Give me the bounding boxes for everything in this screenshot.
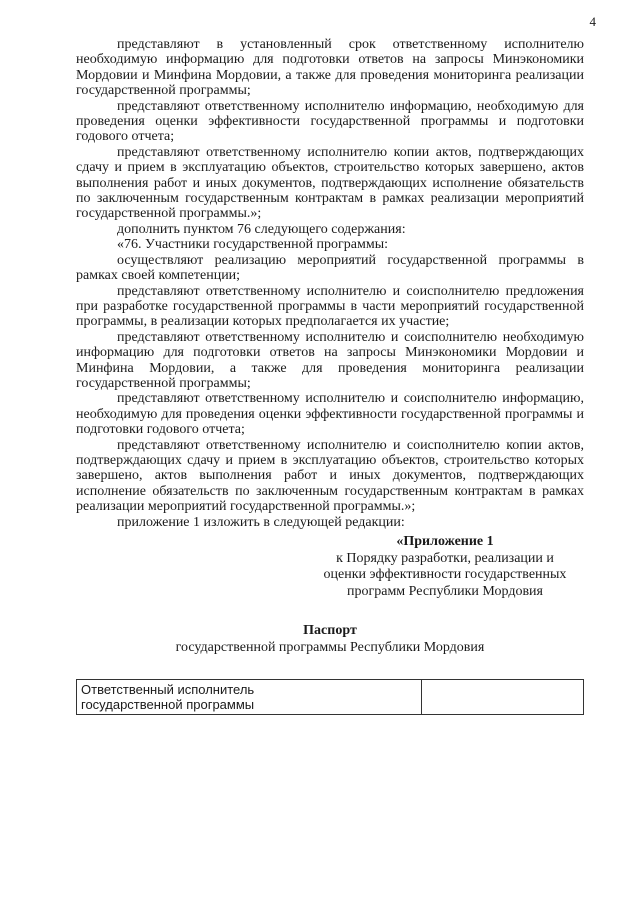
appendix-title: «Приложение 1: [396, 534, 494, 549]
table-cell-label: [77, 680, 422, 715]
table-row: [77, 680, 584, 715]
paragraph: дополнить пунктом 76 следующего содержания:: [117, 221, 406, 237]
paragraph: представляют ответственному исполнителю и соисполнителю информацию, необходимую для проведения оценки эффективности государственной программы и подготовки годового отчета;: [76, 391, 584, 438]
passport-heading: [76, 622, 584, 656]
cell-text: Ответственный исполнитель: [81, 682, 255, 697]
appendix-line: программ Республики Мордовия: [347, 583, 543, 599]
passport-title: Паспорт: [303, 623, 357, 638]
paragraph: приложение 1 изложить в следующей редакции:: [117, 514, 405, 530]
paragraph: представляют ответственному исполнителю информацию, необходимую для проведения оценки эффективности государственной программы и подготовки годового отчета;: [76, 98, 584, 145]
paragraph: осуществляют реализацию мероприятий государственной программы в рамках своей компетенции;: [76, 252, 584, 284]
paragraph: представляют ответственному исполнителю и соисполнителю копии актов, подтверждающих сдачу и прием в эксплуатацию объектов, строительство которых завершено, актов выполнения работ и иных документов, подтверждающих исполнение обязательств по заключенным государственным контрактам в рамках реализации мероприятий государственной программы.»;: [76, 437, 584, 515]
paragraph: «76. Участники государственной программы:: [117, 237, 389, 253]
table-cell-value: [422, 680, 584, 715]
page-number: 4: [589, 14, 596, 29]
paragraph: представляют в установленный срок ответственному исполнителю необходимую информацию для подготовки ответов на запросы Минэкономики Мордовии и Минфина Мордовии, а также для проведения мониторинга реализации государственной программы;: [76, 37, 584, 99]
cell-text: государственной программы: [81, 697, 255, 712]
paragraph: представляют ответственному исполнителю и соисполнителю предложения при разработке государственной программы в части мероприятий государственной программы, в реализации которых предполагается их участие;: [76, 283, 584, 330]
paragraph: представляют ответственному исполнителю копии актов, подтверждающих сдачу и прием в эксплуатацию объектов, строительство которых завершено, актов выполнения работ и иных документов, подтверждающих исполнение обязательств по заключенным государственным контрактам в рамках реализации мероприятий государственной программы.»;: [76, 144, 584, 222]
passport-table: [76, 679, 584, 715]
appendix-header: [306, 534, 584, 600]
passport-subtitle: государственной программы Республики Мордовия: [175, 640, 485, 655]
appendix-line: оценки эффективности государственных: [323, 567, 567, 582]
appendix-line: к Порядку разработки, реализации и: [336, 550, 554, 566]
paragraph: представляют ответственному исполнителю и соисполнителю необходимую информацию для подготовки ответов на запросы Минэкономики Мордовии и Минфина Мордовии, а также для проведения мониторинга реализации государственной программы;: [76, 329, 584, 391]
document-body: [76, 37, 584, 715]
